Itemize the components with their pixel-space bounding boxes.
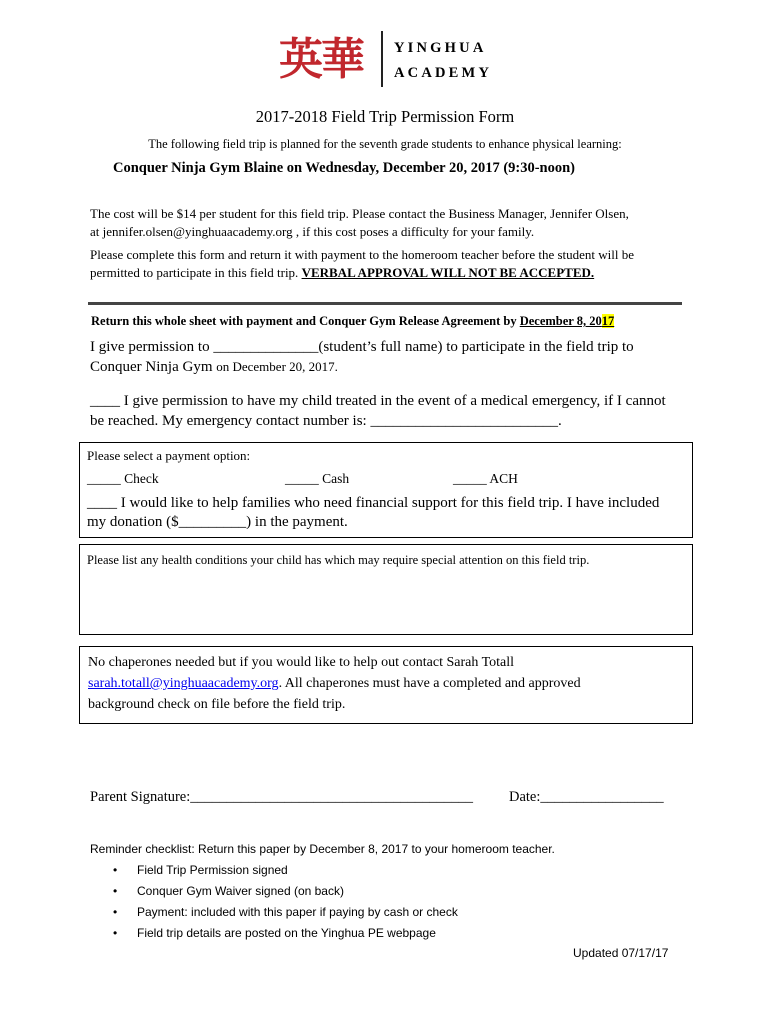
checklist-item-text: Conquer Gym Waiver signed (on back) [137, 884, 344, 898]
return-date-highlight: 17 [601, 314, 615, 328]
medical-line-1: ____ I give permission to have my child treated in the event of a medical emergency, if I cannot [90, 393, 666, 409]
chaperone-line-1: No chaperones needed but if you would like to help out contact Sarah Totall [88, 655, 515, 670]
cost-paragraph [90, 205, 690, 241]
checklist-intro: Reminder checklist: Return this paper by December 8, 2017 to your homeroom teacher. [90, 842, 555, 856]
chaperone-email-link[interactable]: sarah.totall@yinghuaacademy.org [88, 676, 279, 691]
health-conditions-prompt: Please list any health conditions your child has which may require special attention on this field trip. [87, 553, 590, 567]
donation-paragraph [87, 494, 687, 532]
return-notice [91, 314, 614, 329]
page-subtitle: The following field trip is planned for the seventh grade students to enhance physical learning: [148, 137, 622, 151]
medical-line-2: be reached. My emergency contact number is: _________________________. [90, 413, 562, 429]
medical-paragraph [90, 391, 710, 431]
event-heading: Conquer Ninja Gym Blaine on Wednesday, December 20, 2017 (9:30-noon) [113, 160, 576, 176]
payment-box [79, 442, 693, 538]
cost-line-1: The cost will be $14 per student for this field trip. Please contact the Business Manager, Jennifer Olsen, [90, 206, 629, 221]
complete-line-1: Please complete this form and return it with payment to the homeroom teacher before the student will be [90, 247, 635, 262]
checklist-item [113, 860, 673, 881]
chaperone-box [79, 646, 693, 724]
chaperone-line-2 [88, 673, 688, 694]
return-date: December 8, 20 [519, 314, 602, 328]
verbal-approval-notice: VERBAL APPROVAL WILL NOT BE ACCEPTED. [301, 265, 595, 280]
bullet-icon: • [113, 905, 118, 919]
payment-option-ach[interactable]: _____ ACH [453, 471, 518, 486]
bullet-icon: • [113, 863, 118, 877]
permission-line-2 [90, 357, 710, 377]
checklist-item-text: Payment: included with this paper if paying by cash or check [137, 905, 458, 919]
permission-line-1: I give permission to ______________(student’s full name) to participate in the field trip to [90, 339, 634, 355]
donation-line-1: ____ I would like to help families who need financial support for this field trip. I have included [87, 495, 660, 511]
checklist-item-text: Field trip details are posted on the Yinghua PE webpage [137, 926, 436, 940]
chaperone-line-3: background check on file before the field trip. [88, 697, 346, 712]
chaperone-paragraph [88, 652, 688, 715]
cost-line-2: at jennifer.olsen@yinghuaacademy.org , if this cost poses a difficulty for your family. [90, 224, 535, 239]
health-conditions-box[interactable] [79, 544, 693, 635]
complete-line-2-prefix: permitted to participate in this field trip. [90, 265, 302, 280]
bullet-icon: • [113, 884, 118, 898]
complete-line-2 [90, 264, 690, 282]
section-divider [88, 302, 682, 305]
payment-heading: Please select a payment option: [87, 448, 251, 463]
logo-text-line1: YINGHUA [394, 40, 487, 56]
logo-divider [381, 31, 383, 87]
payment-option-check[interactable]: _____ Check [87, 471, 159, 486]
parent-signature-field[interactable]: Parent Signature:_______________________________________ [90, 789, 474, 805]
bullet-icon: • [113, 926, 118, 940]
checklist-item [113, 902, 673, 923]
permission-line-2-date: on December 20, 2017. [216, 359, 338, 374]
logo-chinese: 英華 [279, 34, 363, 85]
chaperone-line-2-rest: . All chaperones must have a completed and approved [278, 676, 581, 691]
payment-option-cash[interactable]: _____ Cash [285, 471, 350, 486]
checklist-item [113, 881, 673, 902]
date-field[interactable]: Date:_________________ [509, 789, 664, 805]
donation-line-2: my donation ($_________) in the payment. [87, 514, 348, 530]
checklist [113, 860, 673, 944]
checklist-item-text: Field Trip Permission signed [137, 863, 288, 877]
updated-date: Updated 07/17/17 [573, 946, 669, 960]
permission-paragraph [90, 337, 710, 377]
return-notice-text: Return this whole sheet with payment and Conquer Gym Release Agreement by [91, 314, 520, 328]
logo-text-line2: ACADEMY [394, 65, 493, 81]
page-title: 2017-2018 Field Trip Permission Form [255, 107, 515, 126]
permission-line-2-gym: Conquer Ninja Gym [90, 359, 217, 375]
checklist-item [113, 923, 673, 944]
complete-paragraph [90, 246, 690, 282]
